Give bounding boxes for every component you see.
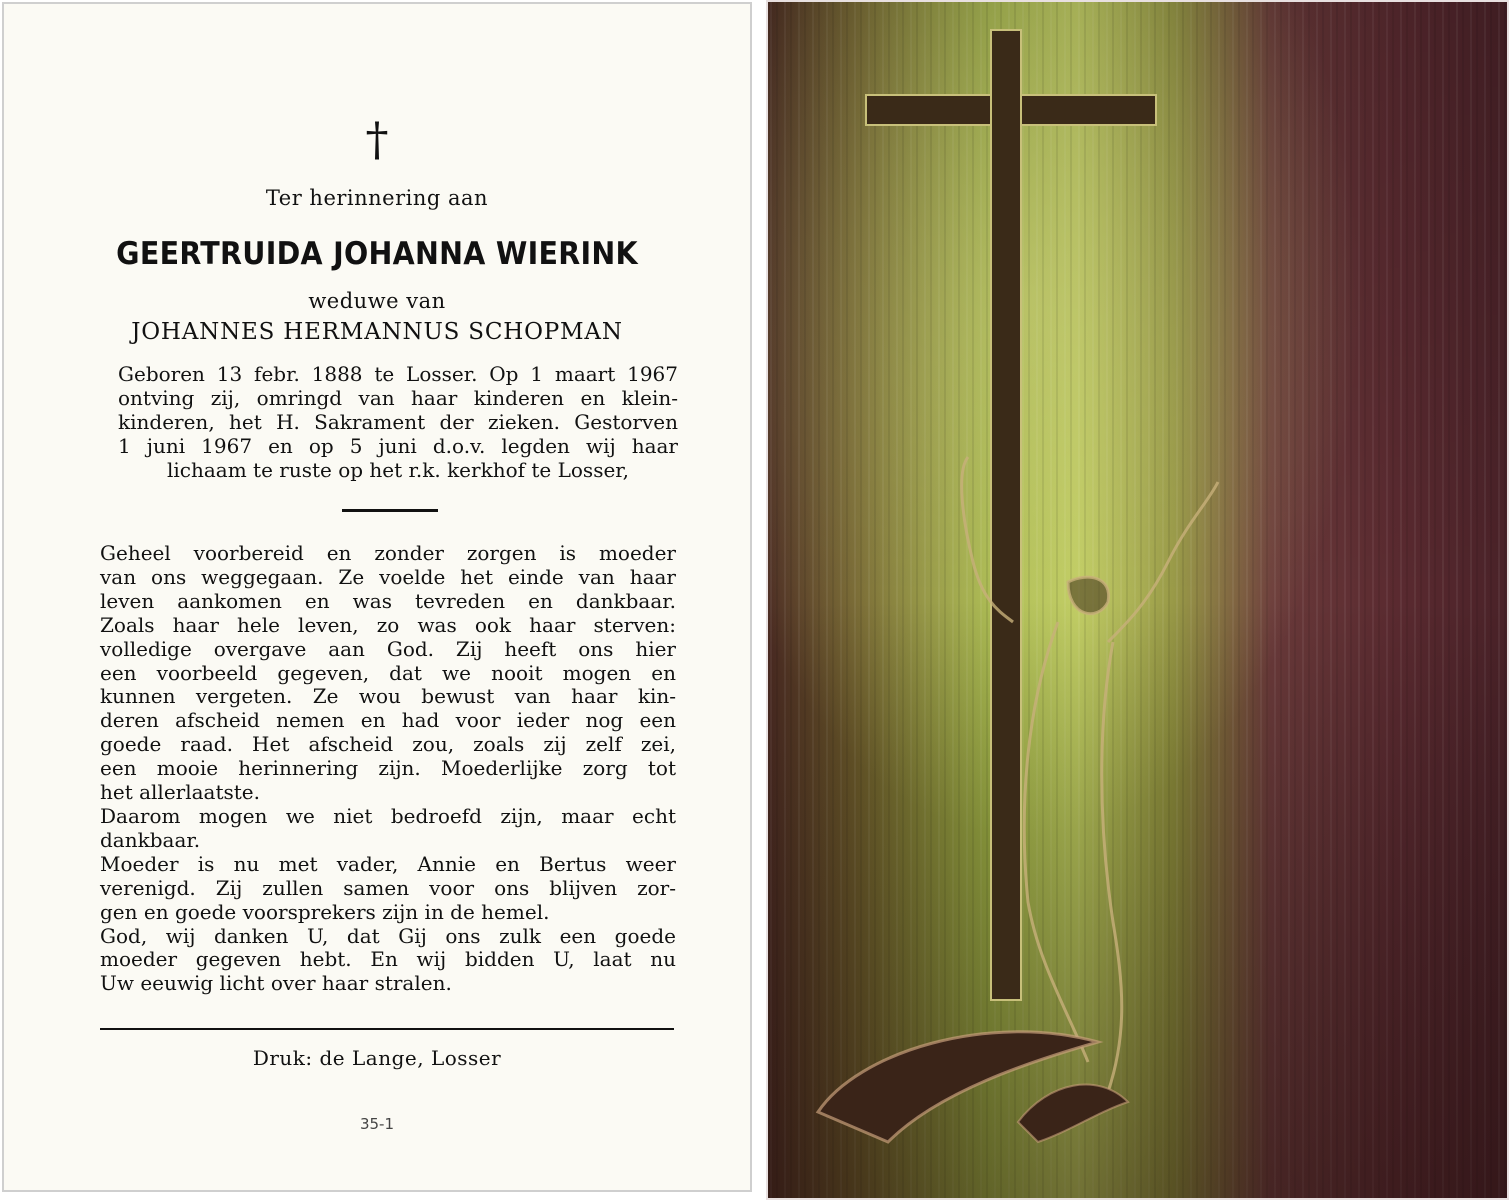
footer-divider — [100, 1028, 674, 1030]
tribute-line: kunnen vergeten. Ze wou bewust van haar kin- — [100, 684, 676, 709]
crucifix-painting — [768, 2, 1507, 1198]
memorial-card-image-side — [766, 0, 1509, 1200]
tribute-line: een mooie herinnering zijn. Moederlijke zorg tot — [100, 756, 676, 781]
tribute-line: moeder gegeven hebt. En wij bidden U, laat nu — [100, 947, 676, 972]
biography-paragraph — [118, 362, 678, 482]
deceased-name: GEERTRUIDA JOHANNA WIERINK — [116, 236, 638, 272]
printer-credit: Druk: de Lange, Losser — [252, 1046, 502, 1070]
tribute-line: deren afscheid nemen en had voor ieder nog een — [100, 708, 676, 733]
section-divider — [342, 509, 438, 512]
tribute-line: goede raad. Het afscheid zou, zoals zij zelf zei, — [100, 732, 676, 757]
tribute-line: volledige overgave aan God. Zij heeft ons hier — [100, 636, 676, 661]
cross-icon: † — [365, 112, 389, 166]
biography-line: 1 juni 1967 en op 5 juni d.o.v. legden wij haar — [118, 434, 678, 458]
tribute-line: Moeder is nu met vader, Annie en Bertus weer — [100, 851, 676, 876]
tribute-line: het allerlaatste. — [100, 780, 260, 805]
biography-line: ontving zij, omringd van haar kinderen en klein- — [118, 386, 678, 410]
tribute-line: gen en goede voorsprekers zijn in de hemel. — [100, 899, 550, 924]
spouse-name: JOHANNES HERMANNUS SCHOPMAN — [131, 319, 623, 345]
tribute-line: Zoals haar hele leven, zo was ook haar sterven: — [100, 612, 676, 637]
intro-line: Ter herinnering aan — [265, 186, 489, 210]
biography-line: Geboren 13 febr. 1888 te Losser. Op 1 maart 1967 — [118, 362, 678, 386]
biography-line: lichaam te ruste op het r.k. kerkhof te Losser, — [166, 458, 630, 482]
tribute-line: een voorbeeld gegeven, dat we nooit mogen en — [100, 660, 676, 685]
memorial-card-text-side — [2, 2, 752, 1192]
tribute-line: God, wij danken U, dat Gij ons zulk een goede — [100, 923, 676, 948]
tribute-paragraph — [100, 542, 676, 996]
card-code: 35-1 — [359, 1115, 395, 1133]
widow-of-line: weduwe van — [308, 289, 446, 313]
tribute-line: leven aankomen en was tevreden en dankbaar. — [100, 588, 676, 613]
tribute-line: Daarom mogen we niet bedroefd zijn, maar echt — [100, 803, 676, 828]
tribute-line: van ons weggegaan. Ze voelde het einde van haar — [100, 564, 676, 589]
tribute-line: Geheel voorbereid en zonder zorgen is moeder — [100, 541, 676, 565]
tribute-line: dankbaar. — [100, 827, 201, 852]
tribute-line: verenigd. Zij zullen samen voor ons blijven zor- — [100, 875, 676, 900]
tribute-line: Uw eeuwig licht over haar stralen. — [100, 971, 452, 996]
biography-line: kinderen, het H. Sakrament der zieken. Gestorven — [118, 410, 678, 434]
